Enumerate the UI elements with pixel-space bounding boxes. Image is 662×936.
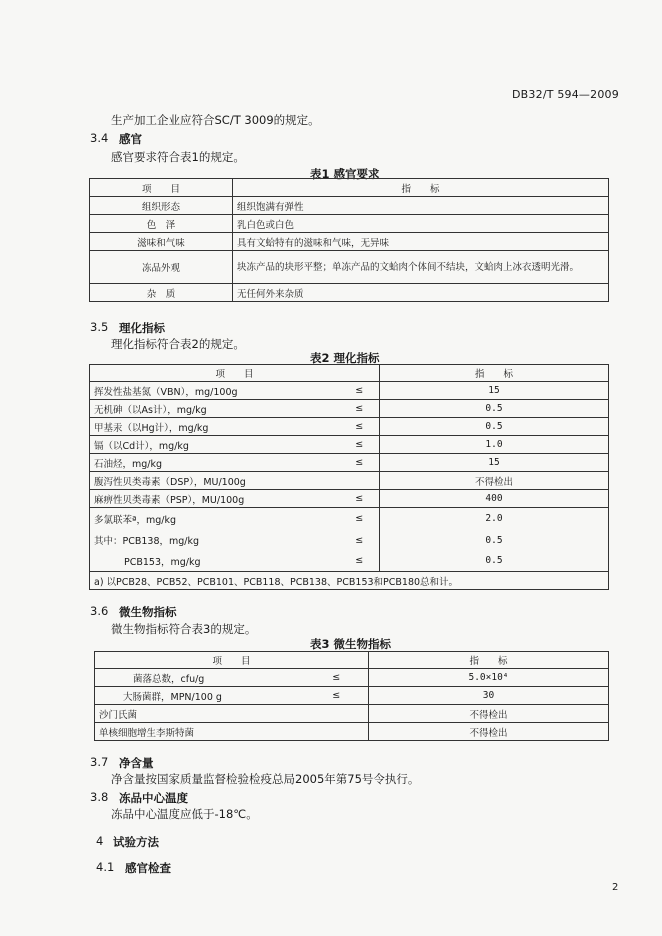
section-3-5-title: 理化指标 [119, 321, 165, 335]
table-row [90, 233, 609, 251]
table-2-cell: ≤ [340, 551, 380, 572]
table-row [95, 705, 609, 723]
table-2-cell: 400 [380, 490, 609, 508]
table-3-cell: ≤ [305, 669, 369, 687]
table-2-cell: 1.0 [380, 436, 609, 454]
section-3-7-number: 3.7 [90, 755, 109, 769]
table-3-caption: 表3 微生物指标 [310, 637, 392, 651]
section-3-5-number: 3.5 [90, 320, 109, 334]
table-3-cell: ≤ [305, 687, 369, 705]
table-2-cell: ≤ [340, 454, 380, 472]
table-row [90, 382, 609, 400]
table-2-cell: 镉（以Cd计），mg/kg [90, 436, 340, 454]
table-2-physicochemical [89, 364, 609, 590]
section-4-title: 试验方法 [113, 835, 159, 849]
table-2-cell: 0.5 [380, 530, 609, 551]
section-3-7-text: 净含量按国家质量监督检验检疫总局2005年第75号令执行。 [111, 772, 420, 786]
table-row [90, 454, 609, 472]
table-2-cell: 腹泻性贝类毒素（DSP），MU/100g [90, 472, 340, 490]
table-1-cell: 块冻产品的块形平整；单冻产品的文蛤肉个体间不结块，文蛤肉上冰衣透明光滑。 [233, 251, 609, 284]
table-3-header-index: 指 标 [369, 652, 609, 669]
table-2-cell: PCB153，mg/kg [90, 551, 340, 572]
section-4-1-number: 4.1 [96, 860, 115, 874]
section-3-8-title: 冻品中心温度 [119, 791, 188, 805]
table-3-cell: 不得检出 [369, 705, 609, 723]
table-row [90, 572, 609, 590]
table-row [95, 687, 609, 705]
section-3-5-text: 理化指标符合表2的规定。 [111, 337, 245, 351]
table-2-cell: 不得检出 [380, 472, 609, 490]
table-1-cell: 无任何外来杂质 [233, 284, 609, 302]
section-4-number: 4 [96, 834, 104, 848]
table-2-cell [340, 472, 380, 490]
table-3-cell: 不得检出 [369, 723, 609, 741]
table-row [90, 251, 609, 284]
table-3-cell [305, 705, 369, 723]
table-3-cell: 菌落总数，cfu/g [95, 669, 305, 687]
table-2-footnote: a) 以PCB28、PCB52、PCB101、PCB118、PCB138、PCB153和PCB180总和计。 [90, 572, 609, 590]
table-3-cell: 大肠菌群，MPN/100 g [95, 687, 305, 705]
table-2-cell: 0.5 [380, 400, 609, 418]
table-3-cell [305, 723, 369, 741]
table-row [90, 436, 609, 454]
table-2-cell: 15 [380, 454, 609, 472]
table-2-cell: ≤ [340, 530, 380, 551]
table-row [90, 508, 609, 530]
table-row [95, 669, 609, 687]
section-3-7-title: 净含量 [119, 756, 154, 770]
table-2-cell: 15 [380, 382, 609, 400]
table-1-header-item: 项 目 [90, 179, 233, 197]
table-row [90, 400, 609, 418]
table-2-caption: 表2 理化指标 [310, 351, 380, 365]
table-row [90, 551, 609, 572]
table-2-cell: 0.5 [380, 551, 609, 572]
section-3-6-number: 3.6 [90, 604, 109, 618]
table-1-cell: 乳白色或白色 [233, 215, 609, 233]
table-row [90, 472, 609, 490]
table-row [90, 418, 609, 436]
section-4-1-title: 感官检查 [125, 861, 171, 875]
table-2-cell: 多氯联苯ª，mg/kg [90, 508, 340, 530]
table-1-cell: 组织饱满有弹性 [233, 197, 609, 215]
table-1-caption: 表1 感官要求 [310, 167, 380, 181]
document-code: DB32/T 594—2009 [512, 88, 619, 101]
table-2-cell: ≤ [340, 490, 380, 508]
table-row [90, 284, 609, 302]
table-row [95, 723, 609, 741]
section-3-8-number: 3.8 [90, 790, 109, 804]
section-3-6-text: 微生物指标符合表3的规定。 [111, 622, 257, 636]
table-2-cell: 其中：PCB138，mg/kg [90, 530, 340, 551]
table-2-cell: ≤ [340, 400, 380, 418]
page-number: 2 [612, 882, 619, 893]
table-row [90, 197, 609, 215]
section-3-8-text: 冻品中心温度应低于-18℃。 [111, 807, 258, 821]
section-3-4-text: 感官要求符合表1的规定。 [111, 150, 245, 164]
table-2-header-item: 项 目 [90, 365, 380, 382]
table-3-header-item: 项 目 [95, 652, 369, 669]
table-2-cell: 石油烃，mg/kg [90, 454, 340, 472]
table-row [90, 490, 609, 508]
table-2-cell: ≤ [340, 508, 380, 530]
table-2-cell: 2.0 [380, 508, 609, 530]
table-2-cell: 甲基汞（以Hg计），mg/kg [90, 418, 340, 436]
table-1-sensory [89, 178, 609, 302]
table-2-cell: ≤ [340, 382, 380, 400]
table-1-cell: 滋味和气味 [90, 233, 233, 251]
table-2-cell: 挥发性盐基氮（VBN），mg/100g [90, 382, 340, 400]
section-3-6-title: 微生物指标 [119, 605, 177, 619]
table-3-microbiological [94, 651, 609, 741]
intro-paragraph: 生产加工企业应符合SC/T 3009的规定。 [111, 113, 320, 127]
table-2-cell: ≤ [340, 418, 380, 436]
section-3-4-title: 感官 [119, 132, 142, 146]
table-1-cell: 冻品外观 [90, 251, 233, 284]
section-3-4-number: 3.4 [90, 131, 109, 145]
table-3-cell: 沙门氏菌 [95, 705, 305, 723]
table-2-header-index: 指 标 [380, 365, 609, 382]
table-3-cell: 30 [369, 687, 609, 705]
table-1-header-index: 指 标 [233, 179, 609, 197]
table-2-cell: 无机砷（以As计），mg/kg [90, 400, 340, 418]
table-2-cell: 麻痹性贝类毒素（PSP），MU/100g [90, 490, 340, 508]
table-2-cell: 0.5 [380, 418, 609, 436]
table-3-cell: 5.0×10⁴ [369, 669, 609, 687]
table-2-cell: ≤ [340, 436, 380, 454]
table-1-cell: 具有文蛤特有的滋味和气味，无异味 [233, 233, 609, 251]
table-1-cell: 组织形态 [90, 197, 233, 215]
table-row [90, 530, 609, 551]
table-1-cell: 色 泽 [90, 215, 233, 233]
table-row [90, 215, 609, 233]
table-3-cell: 单核细胞增生李斯特菌 [95, 723, 305, 741]
table-1-cell: 杂 质 [90, 284, 233, 302]
